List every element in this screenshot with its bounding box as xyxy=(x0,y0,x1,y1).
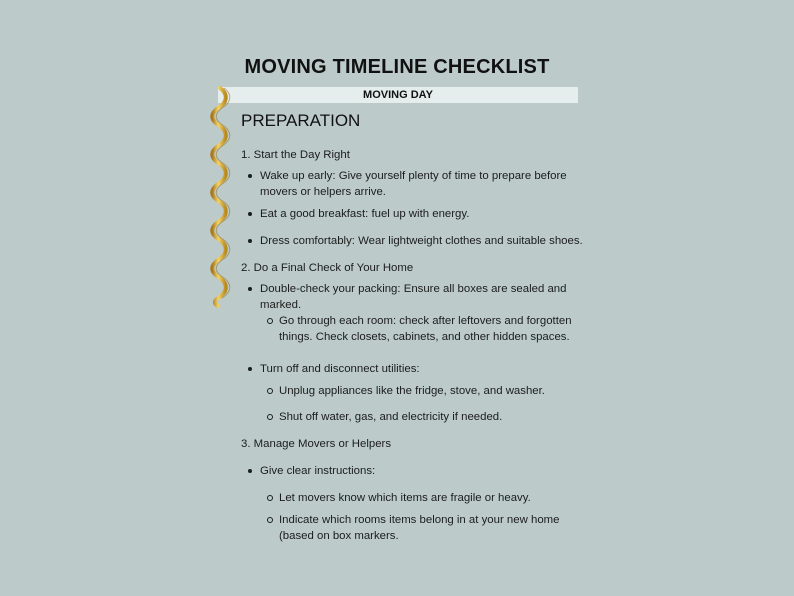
sub-list-item: Unplug appliances like the fridge, stove, and washer. xyxy=(279,385,545,397)
list-item-cont: movers or helpers arrive. xyxy=(260,186,386,198)
bullet-dot xyxy=(248,212,252,216)
list-item: Wake up early: Give yourself plenty of time to prepare before xyxy=(260,170,567,182)
moving-day-banner: MOVING DAY xyxy=(218,87,578,103)
list-item: Eat a good breakfast: fuel up with energy. xyxy=(260,208,470,220)
list-item-cont: marked. xyxy=(260,299,302,311)
bullet-dot xyxy=(248,239,252,243)
sub-list-item-cont: (based on box markers. xyxy=(279,530,399,542)
sub-bullet-circle xyxy=(267,495,273,501)
section-heading: PREPARATION xyxy=(241,111,361,130)
step-3-heading: 3. Manage Movers or Helpers xyxy=(241,438,392,450)
bullet-dot xyxy=(248,174,252,178)
sub-list-item-cont: things. Check closets, cabinets, and other hidden spaces. xyxy=(279,331,570,343)
bullet-dot xyxy=(248,367,252,371)
sub-bullet-circle xyxy=(267,517,273,523)
sub-list-item: Shut off water, gas, and electricity if needed. xyxy=(279,411,503,423)
list-item: Give clear instructions: xyxy=(260,465,376,477)
sub-bullet-circle xyxy=(267,318,273,324)
sub-list-item: Indicate which rooms items belong in at your new home xyxy=(279,514,560,526)
gold-ribbon-decoration xyxy=(204,86,240,308)
bullet-dot xyxy=(248,469,252,473)
sub-list-item: Go through each room: check after leftovers and forgotten xyxy=(279,315,572,327)
list-item: Dress comfortably: Wear lightweight clothes and suitable shoes. xyxy=(260,235,583,247)
sub-bullet-circle xyxy=(267,414,273,420)
sub-bullet-circle xyxy=(267,388,273,394)
step-2-heading: 2. Do a Final Check of Your Home xyxy=(241,262,414,274)
list-item: Turn off and disconnect utilities: xyxy=(260,363,420,375)
list-item: Double-check your packing: Ensure all boxes are sealed and xyxy=(260,283,567,295)
sub-list-item: Let movers know which items are fragile or heavy. xyxy=(279,492,531,504)
bullet-dot xyxy=(248,287,252,291)
step-1-heading: 1. Start the Day Right xyxy=(241,149,350,161)
page-title: MOVING TIMELINE CHECKLIST xyxy=(244,56,550,78)
